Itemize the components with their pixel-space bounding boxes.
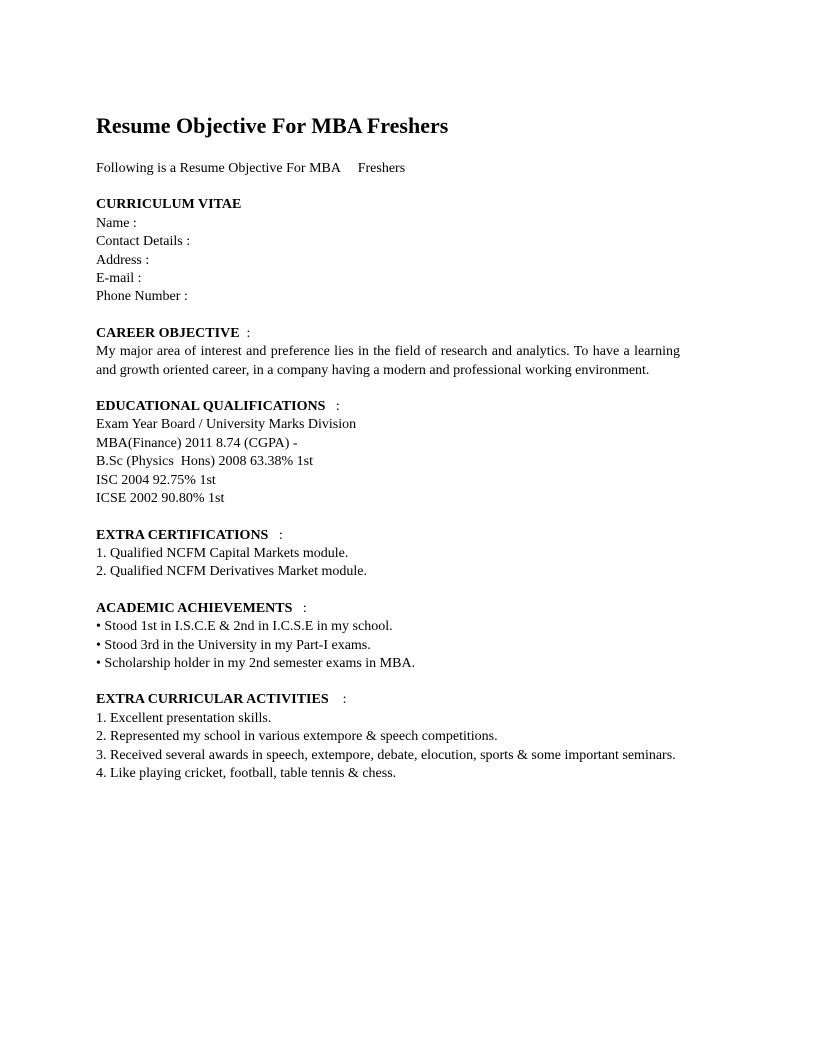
activities-heading-colon: :: [328, 692, 347, 708]
career-heading-colon: :: [239, 325, 251, 341]
achievements-heading-text: ACADEMIC ACHIEVEMENTS: [96, 600, 293, 616]
document-page: [96, 112, 680, 801]
certification-item: 2. Qualified NCFM Derivatives Market module.: [96, 564, 368, 580]
section-heading-career: [96, 325, 680, 343]
cv-field-phone: Phone Number :: [96, 289, 188, 305]
achievement-item: • Stood 1st in I.S.C.E & 2nd in I.C.S.E in my school.: [96, 619, 393, 635]
section-heading-cv: CURRICULUM VITAE: [96, 197, 242, 213]
certifications-heading-colon: :: [268, 527, 283, 543]
cv-field-name: Name :: [96, 215, 137, 231]
section-curriculum-vitae: [96, 196, 680, 306]
education-heading-text: EDUCATIONAL QUALIFICATIONS: [96, 399, 326, 415]
document-intro: Following is a Resume Objective For MBA Freshers: [96, 161, 406, 176]
education-line: Exam Year Board / University Marks Division: [96, 417, 357, 433]
section-heading-achievements: [96, 600, 680, 618]
education-heading-colon: :: [325, 399, 340, 415]
certification-item: 1. Qualified NCFM Capital Markets module.: [96, 545, 349, 561]
section-activities: [96, 691, 680, 783]
cv-field-address: Address :: [96, 252, 150, 268]
section-career-objective: [96, 325, 680, 380]
section-certifications: [96, 527, 680, 582]
education-line: ISC 2004 92.75% 1st: [96, 472, 216, 488]
activity-item: 1. Excellent presentation skills.: [96, 710, 272, 726]
activity-item: 3. Received several awards in speech, extempore, debate, elocution, sports & some important seminars.: [96, 747, 676, 763]
career-heading-text: CAREER OBJECTIVE: [96, 325, 240, 341]
activities-heading-text: EXTRA CURRICULAR ACTIVITIES: [96, 692, 329, 708]
achievement-item: • Scholarship holder in my 2nd semester exams in MBA.: [96, 655, 416, 671]
career-objective-text: My major area of interest and preference lies in the field of research and analytics. To have a learning and growth oriented career, in a company having a modern and professional working environment.: [96, 344, 680, 378]
section-heading-certifications: [96, 527, 680, 545]
cv-field-email: E-mail :: [96, 271, 142, 287]
education-line: ICSE 2002 90.80% 1st: [96, 491, 225, 507]
achievement-item: • Stood 3rd in the University in my Part-I exams.: [96, 637, 371, 653]
document-title: Resume Objective For MBA Freshers: [96, 113, 449, 138]
section-heading-education: [96, 398, 680, 416]
cv-field-contact: Contact Details :: [96, 234, 191, 250]
achievements-heading-colon: :: [292, 600, 307, 616]
education-line: MBA(Finance) 2011 8.74 (CGPA) -: [96, 435, 298, 451]
certifications-heading-text: EXTRA CERTIFICATIONS: [96, 527, 269, 543]
section-education: [96, 398, 680, 508]
activity-item: 2. Represented my school in various extempore & speech competitions.: [96, 729, 498, 745]
section-heading-activities: [96, 691, 680, 709]
education-line: B.Sc (Physics Hons) 2008 63.38% 1st: [96, 454, 314, 470]
activity-item: 4. Like playing cricket, football, table tennis & chess.: [96, 765, 397, 781]
section-achievements: [96, 600, 680, 674]
